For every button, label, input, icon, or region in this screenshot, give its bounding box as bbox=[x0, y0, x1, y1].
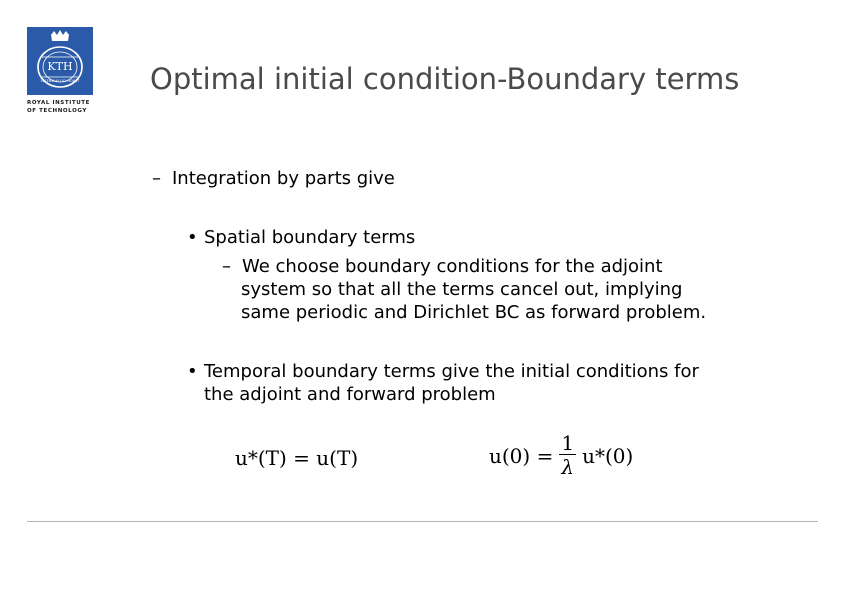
bullet-marker: • bbox=[187, 361, 198, 382]
eq2-lhs: u(0) = bbox=[489, 443, 554, 468]
kth-logo bbox=[27, 27, 93, 95]
sub-line3: same periodic and Dirichlet BC as forward problem. bbox=[241, 302, 707, 323]
logo-caption-line1: ROYAL INSTITUTE bbox=[27, 100, 90, 106]
sub-line1: We choose boundary conditions for the adjoint bbox=[242, 256, 663, 277]
integration-text: Integration by parts give bbox=[172, 168, 395, 189]
logo-caption-line2: OF TECHNOLOGY bbox=[27, 108, 87, 114]
eq2-fraction bbox=[559, 432, 576, 479]
temporal-line1: Temporal boundary terms give the initial conditions for bbox=[204, 361, 699, 382]
logo-kth-text: KTH bbox=[47, 60, 73, 73]
crown-emblem-icon bbox=[27, 27, 93, 95]
bullet-marker: • bbox=[187, 227, 198, 248]
eq2-denominator: λ bbox=[561, 455, 575, 479]
eq2-rhs: u*(0) bbox=[582, 443, 634, 468]
footer-divider bbox=[27, 521, 818, 522]
logo-motto: VETENSKAP OCH KONST bbox=[40, 79, 80, 83]
spatial-sub-item bbox=[222, 255, 706, 324]
spatial-bullet bbox=[187, 226, 415, 249]
dash-marker: – bbox=[152, 168, 161, 189]
integration-item bbox=[152, 168, 395, 190]
equation-forward-initial bbox=[489, 432, 633, 479]
slide-title: Optimal initial condition-Boundary terms bbox=[150, 62, 740, 96]
sub-line2: system so that all the terms cancel out, implying bbox=[241, 279, 683, 300]
eq2-numerator: 1 bbox=[561, 431, 575, 455]
equation-adjoint-terminal: u*(T) = u(T) bbox=[235, 446, 359, 470]
logo-caption bbox=[27, 99, 97, 115]
temporal-line2: the adjoint and forward problem bbox=[204, 384, 496, 405]
sub-dash-marker: – bbox=[222, 256, 231, 277]
spatial-text: Spatial boundary terms bbox=[204, 227, 416, 248]
temporal-bullet bbox=[187, 360, 699, 406]
